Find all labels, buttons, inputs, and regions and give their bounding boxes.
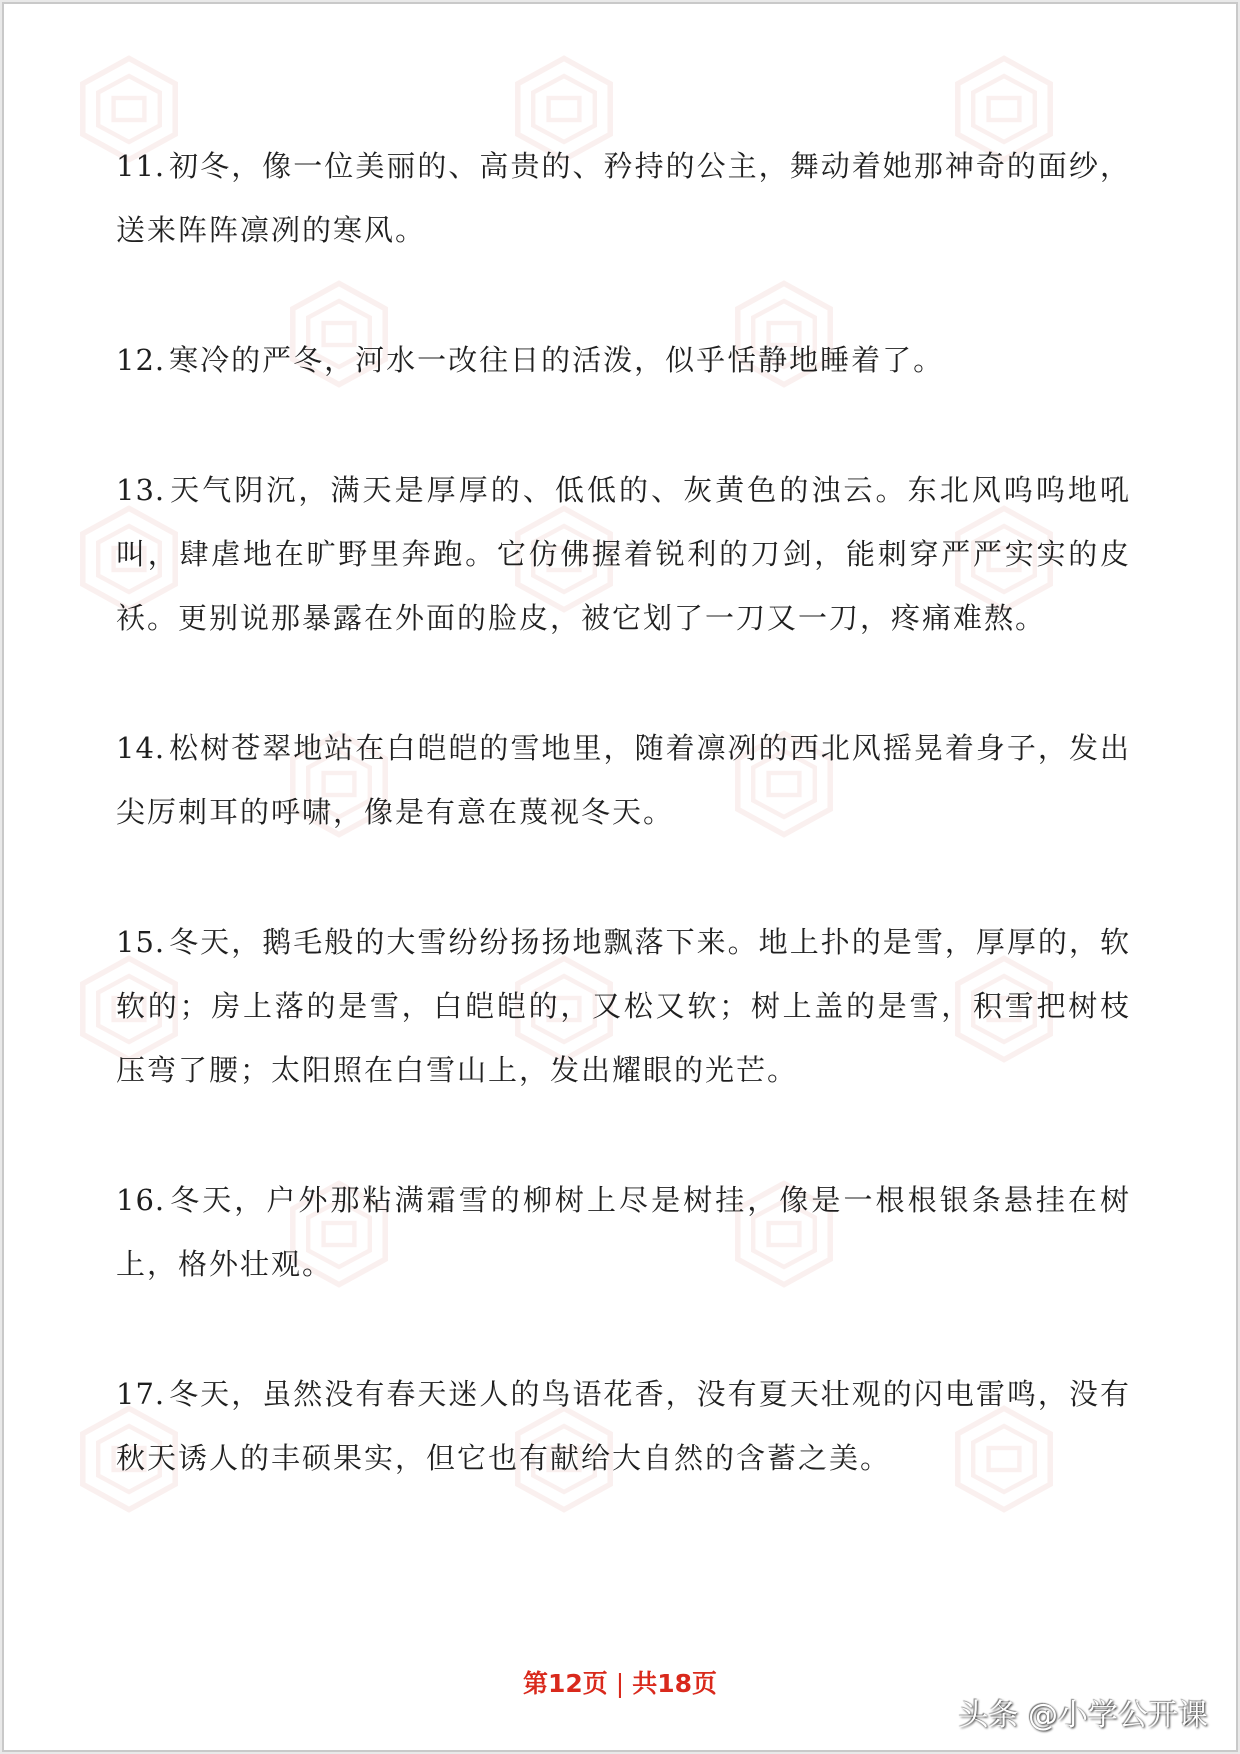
paragraph-text: 松树苍翠地站在白皑皑的雪地里，随着凛冽的西北风摇晃着身子，发出尖厉刺耳的呼啸，像是有意在蔑视冬天。 [116,731,1131,829]
brand-watermark: 头条 @小学公开课 [958,1698,1208,1733]
paragraph-text: 初冬，像一位美丽的、高贵的、矜持的公主，舞动着她那神奇的面纱，送来阵阵凛冽的寒风。 [116,149,1131,247]
paragraph-14 [116,716,1131,844]
paragraph-number: 17. [116,1377,166,1411]
paragraph-text: 冬天，虽然没有春天迷人的鸟语花香，没有夏天壮观的闪电雷鸣，没有秋天诱人的丰硕果实，但它也有献给大自然的含蓄之美。 [116,1377,1131,1475]
page-total: 共18页 [632,1669,718,1698]
document-page [2,2,1238,1752]
page-separator: | [615,1669,625,1698]
paragraph-text: 冬天，鹅毛般的大雪纷纷扬扬地飘落下来。地上扑的是雪，厚厚的，软软的；房上落的是雪，白皑皑的，又松又软；树上盖的是雪，积雪把树枝压弯了腰；太阳照在白雪山上，发出耀眼的光芒。 [116,925,1131,1087]
document-body [116,134,1131,1556]
paragraph-16 [116,1168,1131,1296]
paragraph-13 [116,458,1131,650]
paragraph-number: 13. [116,473,166,507]
paragraph-number: 12. [116,343,166,377]
paragraph-text: 天气阴沉，满天是厚厚的、低低的、灰黄色的浊云。东北风呜呜地吼叫，肆虐地在旷野里奔跑。它仿佛握着锐利的刀剑，能刺穿严严实实的皮袄。更别说那暴露在外面的脸皮，被它划了一刀又一刀，疼痛难熬。 [116,473,1131,635]
page-current: 第12页 [522,1669,608,1698]
paragraph-11 [116,134,1131,262]
paragraph-number: 14. [116,731,166,765]
paragraph-text: 寒冷的严冬，河水一改往日的活泼，似乎恬静地睡着了。 [169,343,945,377]
paragraph-number: 15. [116,925,166,959]
paragraph-15 [116,910,1131,1102]
paragraph-17 [116,1362,1131,1490]
paragraph-text: 冬天，户外那粘满霜雪的柳树上尽是树挂，像是一根根银条悬挂在树上，格外壮观。 [116,1183,1131,1281]
paragraph-number: 16. [116,1183,166,1217]
paragraph-12 [116,328,1131,392]
paragraph-number: 11. [116,149,166,183]
